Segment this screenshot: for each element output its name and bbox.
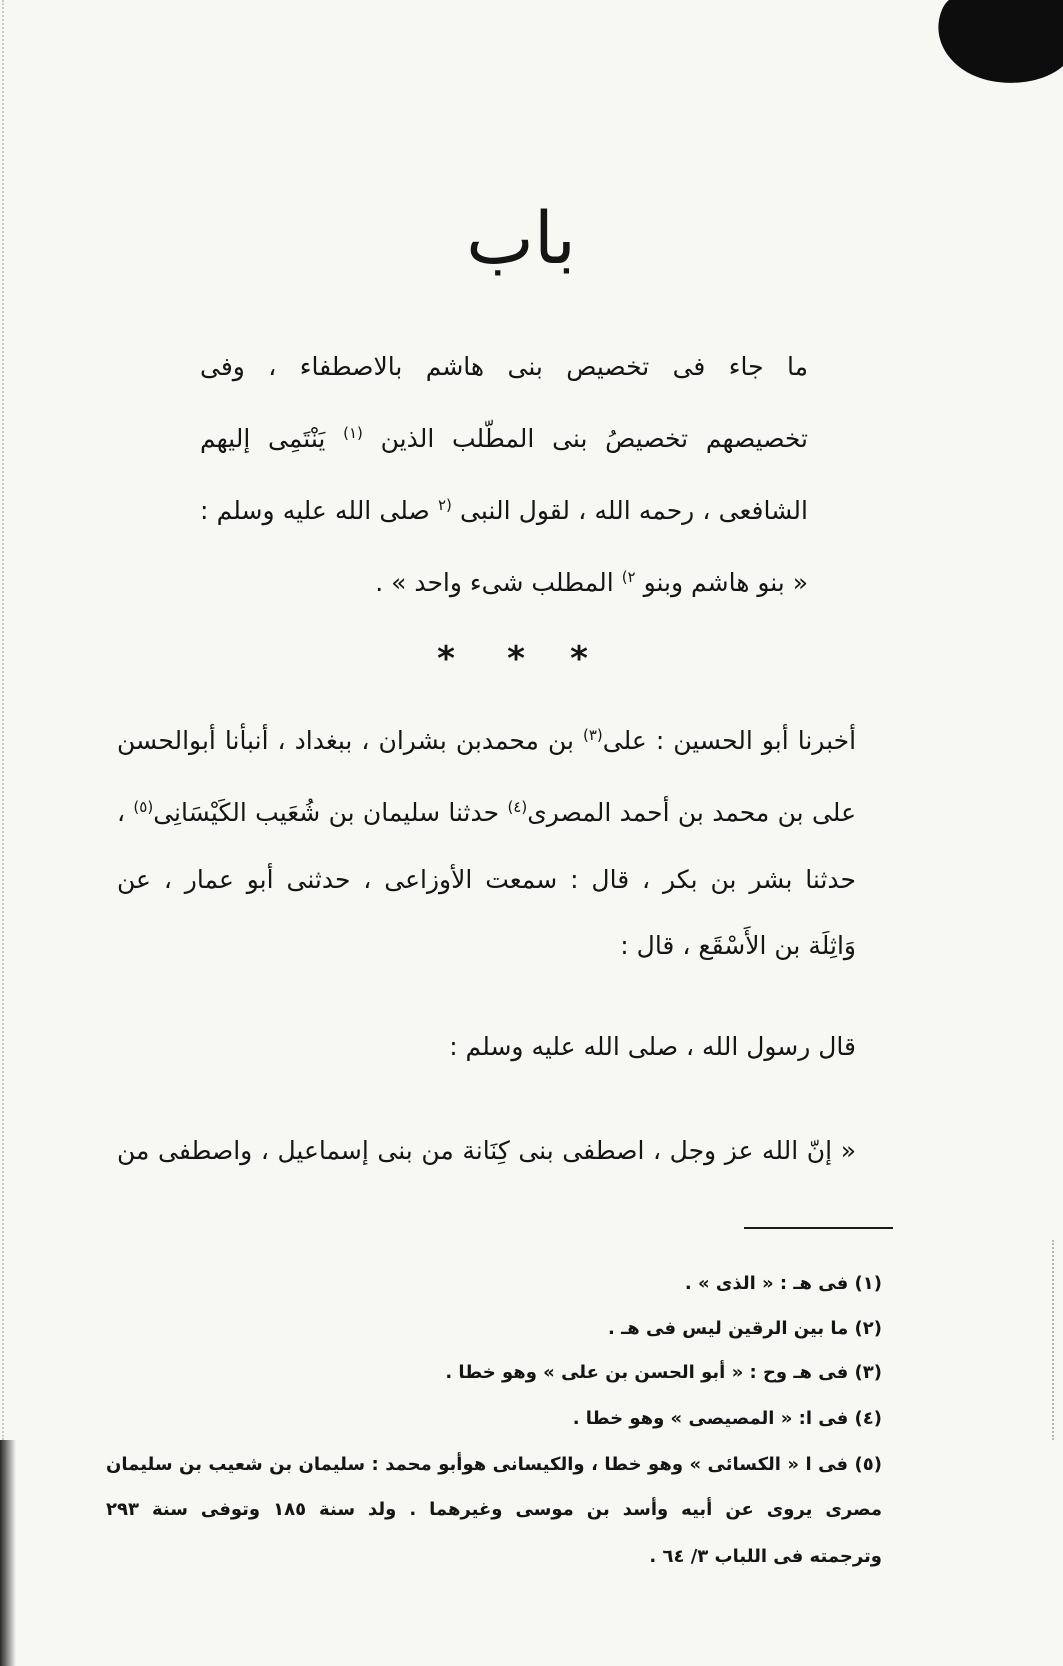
heading-line [200,331,808,403]
divider-star: * [570,639,588,679]
heading-line [200,547,808,619]
footnote-line: وترجمته فى اللباب ٣/ ٦٤ . [649,1546,882,1567]
footnote-line: (١) فى هـ : « الذى » . [684,1273,882,1294]
body-text: ، [117,798,126,827]
scan-page-edge-shadow [0,1440,16,1666]
heading-text: المطلب شىء واحد » . [375,568,614,597]
body-line [117,707,856,775]
scan-ink-blot [925,0,1063,90]
heading-text: ما جاء فى تخصيص بنى هاشم بالاصطفاء ، وفى [200,352,808,381]
ink-blot-shape [938,0,1063,83]
heading-text: يَنْتَمِى إليهم [200,424,326,453]
heading-line [200,475,808,547]
footnote-line: مصرى يروى عن أبيه وأسد بن موسى وغيرهما . ولد سنة ١٨٥ وتوفى سنة ٢٩٣ [106,1499,882,1520]
footnote-line: (٥) فى ا « الكسائى » وهو خطا ، والكيسانى هوأبو محمد : سليمان بن شعيب بن سليمان [106,1454,882,1475]
footnote-line: (٣) فى هـ وح : « أبو الحسن بن على » وهو خطا . [445,1362,882,1383]
footnote-marker: ٢) [621,568,636,586]
heading-text: « بنو هاشم وبنو [643,568,808,597]
body-line [117,912,856,980]
body-text: بن محمدبن بشران ، ببغداد ، أنبأنا أبوالحسن [117,726,574,755]
body-text: حدثنا بشر بن بكر ، قال : سمعت الأوزاعى ، حدثنى أبو عمار ، عن [117,865,856,894]
footnote-line: (٢) ما بين الرقين ليس فى هـ . [607,1318,882,1339]
body-text: حدثنا سليمان بن شُعَيب الكَيْسَانِى [153,798,500,827]
heading-line [200,403,808,475]
footnote-marker: (٤) [507,798,528,816]
body-text: « إنّ الله عز وجل ، اصطفى بنى كِنَانة من بنى إسماعيل ، واصطفى من [117,1136,856,1165]
divider-star: * [437,639,455,679]
chapter-title: باب [466,196,576,280]
footnote-marker: (٢ [437,496,452,514]
heading-text: تخصيصهم تخصيصُ بنى المطّلب الذين [380,424,808,453]
footnote-separator [744,1227,893,1229]
body-line [117,846,856,914]
body-text: وَاثِلَة بن الأَسْقَع ، قال : [620,931,856,960]
footnote-marker: (٣) [583,726,603,744]
footnote-marker: (١) [343,424,363,442]
divider-star: * [507,639,525,679]
body-line [117,1117,856,1185]
scan-right-edge-dots [1052,1240,1054,1440]
heading-text: الشافعى ، رحمه الله ، لقول النبى [460,496,808,525]
body-text: قال رسول الله ، صلى الله عليه وسلم : [449,1032,856,1061]
body-line [117,1013,856,1081]
body-text: أخبرنا أبو الحسين : على [602,726,857,755]
footnote-line: (٤) فى ا: « المصيصى » وهو خطا . [572,1408,882,1429]
body-text: على بن محمد بن أحمد المصرى [527,798,856,827]
footnote-marker: (٥) [133,798,154,816]
heading-text: صلى الله عليه وسلم : [200,496,430,525]
body-line [117,779,856,847]
scan-left-edge-speckle [2,0,4,1440]
